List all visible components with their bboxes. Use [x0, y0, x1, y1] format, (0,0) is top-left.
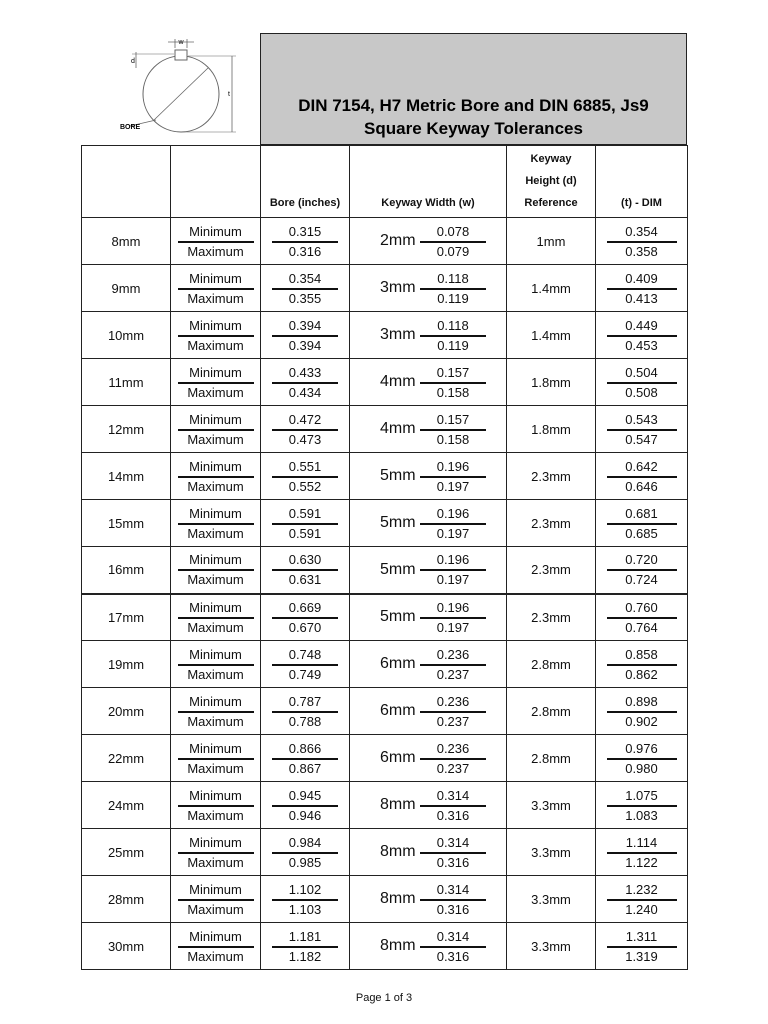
keyway-height-ref: 3.3mm: [507, 782, 596, 829]
min-max-labels: [171, 265, 261, 312]
keyway-width-mm: 8mm: [380, 937, 416, 954]
min-max-labels: [171, 406, 261, 453]
bore-size: 20mm: [82, 688, 171, 735]
minimum-label: Minimum: [178, 928, 254, 948]
table-row: [82, 359, 688, 406]
bore-max: 0.394: [288, 337, 322, 353]
keyway-height-ref: 3.3mm: [507, 829, 596, 876]
maximum-label: Maximum: [187, 619, 244, 635]
minimum-label: Minimum: [178, 834, 254, 854]
t-max: 0.453: [625, 337, 658, 353]
t-dim: [596, 923, 688, 970]
min-max-labels: [171, 547, 261, 594]
bore-inches: [261, 829, 350, 876]
d-label: d: [131, 58, 135, 65]
table-row: [82, 641, 688, 688]
maximum-label: Maximum: [187, 901, 244, 917]
title-line-2: Square Keyway Tolerances: [364, 119, 583, 138]
keyway-height-ref: 1.8mm: [507, 359, 596, 406]
t-dim: [596, 688, 688, 735]
keyway-min: 0.236: [420, 693, 486, 713]
header-bore-size: [82, 146, 171, 218]
bore-min: 0.472: [272, 411, 338, 431]
min-max-labels: [171, 782, 261, 829]
t-max: 0.547: [625, 431, 658, 447]
t-min: 0.409: [607, 270, 677, 290]
bore-label: BORE: [120, 124, 141, 131]
keyway-width-mm: 8mm: [380, 843, 416, 860]
bore-min: 0.315: [272, 223, 338, 243]
keyway-width-mm: 4mm: [380, 420, 416, 437]
bore-max: 0.788: [288, 713, 322, 729]
t-max: 0.646: [625, 478, 658, 494]
t-min: 0.543: [607, 411, 677, 431]
keyway-max: 0.197: [436, 525, 470, 541]
t-dim: [596, 218, 688, 265]
keyway-height-ref: 2.3mm: [507, 594, 596, 641]
minimum-label: Minimum: [178, 646, 254, 666]
keyway-width-mm: 6mm: [380, 702, 416, 719]
bore-min: 0.433: [272, 364, 338, 384]
t-dim: [596, 547, 688, 594]
keyway-width: [350, 359, 507, 406]
w-label: w: [178, 39, 184, 46]
bore-size: 16mm: [82, 547, 171, 594]
keyway-min: 0.196: [420, 599, 486, 619]
t-max: 1.083: [625, 807, 658, 823]
maximum-label: Maximum: [187, 572, 244, 588]
t-dim: [596, 265, 688, 312]
t-max: 0.358: [625, 243, 658, 259]
bore-min: 0.591: [272, 505, 338, 525]
min-max-labels: [171, 359, 261, 406]
tolerance-table: [81, 145, 688, 970]
keyway-max: 0.197: [436, 572, 470, 588]
table-row: [82, 688, 688, 735]
t-min: 0.681: [607, 505, 677, 525]
keyway-max: 0.119: [437, 290, 469, 306]
keyway-width: [350, 218, 507, 265]
min-max-labels: [171, 218, 261, 265]
maximum-label: Maximum: [187, 384, 244, 400]
t-max: 1.122: [625, 854, 658, 870]
keyway-width: [350, 594, 507, 641]
t-min: 0.858: [607, 646, 677, 666]
t-min: 1.114: [607, 834, 677, 854]
keyway-max: 0.079: [436, 243, 470, 259]
keyway-height-ref: 2.8mm: [507, 641, 596, 688]
keyway-min: 0.314: [420, 928, 486, 948]
maximum-label: Maximum: [187, 760, 244, 776]
header-keyway-height: Keyway Height (d) Reference: [507, 146, 596, 218]
t-min: 1.075: [607, 787, 677, 807]
bore-min: 0.945: [272, 787, 338, 807]
keyway-max: 0.158: [436, 384, 470, 400]
keyway-min: 0.314: [420, 834, 486, 854]
table-row: [82, 500, 688, 547]
bore-max: 0.867: [288, 760, 322, 776]
bore-size: 14mm: [82, 453, 171, 500]
min-max-labels: [171, 688, 261, 735]
bore-min: 0.984: [272, 834, 338, 854]
bore-max: 0.434: [288, 384, 322, 400]
keyway-height-ref: 1.4mm: [507, 312, 596, 359]
minimum-label: Minimum: [178, 881, 254, 901]
minimum-label: Minimum: [178, 599, 254, 619]
table-row: [82, 923, 688, 970]
minimum-label: Minimum: [178, 740, 254, 760]
t-max: 0.413: [625, 290, 658, 306]
title-line-1: DIN 7154, H7 Metric Bore and DIN 6885, Js9: [298, 96, 649, 115]
t-max: 0.724: [625, 572, 658, 588]
table-header-row: [82, 146, 688, 218]
header-bore-inches: Bore (inches): [261, 146, 350, 218]
bore-inches: [261, 406, 350, 453]
bore-size: 11mm: [82, 359, 171, 406]
keyway-width: [350, 453, 507, 500]
bore-max: 0.946: [288, 807, 322, 823]
min-max-labels: [171, 923, 261, 970]
maximum-label: Maximum: [187, 290, 244, 306]
keyway-min: 0.196: [420, 551, 486, 571]
bore-min: 0.394: [272, 317, 338, 337]
keyway-width: [350, 500, 507, 547]
keyway-max: 0.237: [436, 760, 470, 776]
bore-min: 0.551: [272, 458, 338, 478]
t-dim: [596, 359, 688, 406]
t-dim: [596, 641, 688, 688]
bore-inches: [261, 641, 350, 688]
t-min: 0.898: [607, 693, 677, 713]
keyway-max: 0.197: [436, 478, 470, 494]
bore-size: 10mm: [82, 312, 171, 359]
bore-size: 17mm: [82, 594, 171, 641]
maximum-label: Maximum: [187, 854, 244, 870]
bore-min: 0.630: [272, 551, 338, 571]
maximum-label: Maximum: [187, 431, 244, 447]
bore-size: 28mm: [82, 876, 171, 923]
keyway-max: 0.237: [436, 666, 470, 682]
keyway-max: 0.197: [436, 619, 470, 635]
t-max: 0.862: [625, 666, 658, 682]
keyway-height-ref: 2.3mm: [507, 547, 596, 594]
table-row: [82, 265, 688, 312]
table-row: [82, 406, 688, 453]
keyway-width: [350, 876, 507, 923]
keyway-height-ref: 2.8mm: [507, 735, 596, 782]
t-dim: [596, 876, 688, 923]
bore-max: 0.316: [288, 243, 322, 259]
t-max: 1.319: [625, 948, 658, 964]
maximum-label: Maximum: [187, 337, 244, 353]
keyway-width-mm: 5mm: [380, 608, 416, 626]
maximum-label: Maximum: [187, 478, 244, 494]
keyway-width-mm: 2mm: [380, 232, 416, 249]
bore-size: 22mm: [82, 735, 171, 782]
table-row: [82, 782, 688, 829]
bore-max: 0.749: [288, 666, 322, 682]
keyway-height-ref: 2.3mm: [507, 453, 596, 500]
keyway-width: [350, 782, 507, 829]
keyway-width: [350, 265, 507, 312]
keyway-width-mm: 6mm: [380, 655, 416, 672]
keyway-min: 0.118: [420, 317, 486, 337]
min-max-labels: [171, 312, 261, 359]
t-min: 0.976: [607, 740, 677, 760]
bore-size: 30mm: [82, 923, 171, 970]
keyway-width-mm: 5mm: [380, 467, 416, 484]
maximum-label: Maximum: [187, 525, 244, 541]
bore-inches: [261, 218, 350, 265]
t-min: 1.232: [607, 881, 677, 901]
bore-size: 24mm: [82, 782, 171, 829]
minimum-label: Minimum: [178, 458, 254, 478]
keyway-max: 0.316: [436, 854, 470, 870]
keyway-width: [350, 312, 507, 359]
maximum-label: Maximum: [187, 807, 244, 823]
keyway-min: 0.314: [420, 881, 486, 901]
t-max: 0.764: [625, 619, 658, 635]
bore-inches: [261, 547, 350, 594]
table-row: [82, 453, 688, 500]
minimum-label: Minimum: [178, 411, 254, 431]
t-dim: [596, 829, 688, 876]
bore-size: 15mm: [82, 500, 171, 547]
keyway-height-ref: 2.3mm: [507, 500, 596, 547]
bore-max: 0.591: [288, 525, 322, 541]
t-min: 0.354: [607, 223, 677, 243]
t-min: 0.760: [607, 599, 677, 619]
keyway-min: 0.118: [420, 270, 486, 290]
table-row: [82, 735, 688, 782]
table-row: [82, 829, 688, 876]
bore-min: 0.787: [272, 693, 338, 713]
t-label: t: [228, 91, 230, 98]
title-box: [260, 33, 687, 145]
bore-max: 0.631: [288, 572, 322, 588]
min-max-labels: [171, 876, 261, 923]
keyway-min: 0.196: [420, 505, 486, 525]
maximum-label: Maximum: [187, 243, 244, 259]
bore-max: 0.670: [288, 619, 322, 635]
table-row: [82, 594, 688, 641]
bore-max: 1.182: [288, 948, 322, 964]
bore-inches: [261, 312, 350, 359]
bore-size: 19mm: [82, 641, 171, 688]
bore-size: 9mm: [82, 265, 171, 312]
t-min: 0.449: [607, 317, 677, 337]
bore-min: 1.181: [272, 928, 338, 948]
keyway-width-mm: 3mm: [380, 279, 416, 296]
minimum-label: Minimum: [178, 787, 254, 807]
t-dim: [596, 312, 688, 359]
minimum-label: Minimum: [178, 223, 254, 243]
table-row: [82, 547, 688, 594]
keyway-width: [350, 406, 507, 453]
keyway-width-mm: 8mm: [380, 890, 416, 907]
bore-inches: [261, 453, 350, 500]
keyway-height-ref: 3.3mm: [507, 923, 596, 970]
keyway-width-mm: 8mm: [380, 796, 416, 813]
t-dim: [596, 735, 688, 782]
header-keyway-width: Keyway Width (w): [350, 146, 507, 218]
bore-inches: [261, 688, 350, 735]
t-max: 0.508: [625, 384, 658, 400]
keyway-min: 0.314: [420, 787, 486, 807]
keyway-max: 0.158: [436, 431, 470, 447]
min-max-labels: [171, 641, 261, 688]
bore-min: 0.354: [272, 270, 338, 290]
minimum-label: Minimum: [178, 270, 254, 290]
bore-max: 0.985: [288, 854, 322, 870]
bore-min: 0.866: [272, 740, 338, 760]
bore-inches: [261, 923, 350, 970]
keyway-min: 0.078: [420, 223, 486, 243]
maximum-label: Maximum: [187, 713, 244, 729]
keyway-min: 0.157: [420, 411, 486, 431]
bore-size: 8mm: [82, 218, 171, 265]
header-min-max: [171, 146, 261, 218]
bore-max: 0.355: [288, 290, 322, 306]
min-max-labels: [171, 594, 261, 641]
t-dim: [596, 406, 688, 453]
t-dim: [596, 500, 688, 547]
keyway-diagram: [82, 34, 260, 144]
keyway-height-ref: 3.3mm: [507, 876, 596, 923]
keyway-max: 0.237: [436, 713, 470, 729]
min-max-labels: [171, 735, 261, 782]
bore-size: 12mm: [82, 406, 171, 453]
keyway-min: 0.236: [420, 740, 486, 760]
minimum-label: Minimum: [178, 317, 254, 337]
table-row: [82, 218, 688, 265]
bore-min: 0.748: [272, 646, 338, 666]
keyway-width-mm: 6mm: [380, 749, 416, 766]
t-min: 0.720: [607, 551, 677, 571]
bore-max: 1.103: [288, 901, 322, 917]
t-min: 0.504: [607, 364, 677, 384]
t-max: 0.902: [625, 713, 658, 729]
bore-min: 0.669: [272, 599, 338, 619]
t-max: 1.240: [625, 901, 658, 917]
bore-inches: [261, 876, 350, 923]
keyway-min: 0.236: [420, 646, 486, 666]
bore-size: 25mm: [82, 829, 171, 876]
keyway-width-mm: 3mm: [380, 326, 416, 343]
bore-inches: [261, 265, 350, 312]
t-max: 0.685: [625, 525, 658, 541]
t-dim: [596, 782, 688, 829]
min-max-labels: [171, 500, 261, 547]
keyway-max: 0.316: [436, 948, 470, 964]
maximum-label: Maximum: [187, 948, 244, 964]
keyway-height-ref: 2.8mm: [507, 688, 596, 735]
page-title: [298, 94, 649, 140]
t-max: 0.980: [625, 760, 658, 776]
minimum-label: Minimum: [178, 505, 254, 525]
keyway-min: 0.157: [420, 364, 486, 384]
keyway-width: [350, 923, 507, 970]
page-footer: Page 1 of 3: [355, 992, 413, 1004]
bore-max: 0.552: [288, 478, 322, 494]
bore-inches: [261, 359, 350, 406]
keyway-width-mm: 5mm: [380, 560, 416, 578]
bore-inches: [261, 782, 350, 829]
t-min: 0.642: [607, 458, 677, 478]
keyway-width-mm: 4mm: [380, 373, 416, 390]
t-dim: [596, 453, 688, 500]
t-min: 1.311: [607, 928, 677, 948]
minimum-label: Minimum: [178, 551, 254, 571]
bore-inches: [261, 594, 350, 641]
keyway-height-ref: 1.8mm: [507, 406, 596, 453]
minimum-label: Minimum: [178, 693, 254, 713]
keyway-width: [350, 688, 507, 735]
keyway-width-mm: 5mm: [380, 514, 416, 531]
keyway-notch: [175, 50, 187, 60]
minimum-label: Minimum: [178, 364, 254, 384]
t-dim: [596, 594, 688, 641]
keyway-height-ref: 1mm: [507, 218, 596, 265]
min-max-labels: [171, 829, 261, 876]
bore-min: 1.102: [272, 881, 338, 901]
keyway-min: 0.196: [420, 458, 486, 478]
keyway-width: [350, 641, 507, 688]
table-row: [82, 312, 688, 359]
keyway-max: 0.119: [437, 337, 469, 353]
keyway-width: [350, 829, 507, 876]
table-row: [82, 876, 688, 923]
maximum-label: Maximum: [187, 666, 244, 682]
bore-max: 0.473: [288, 431, 322, 447]
keyway-width: [350, 547, 507, 594]
keyway-max: 0.316: [436, 807, 470, 823]
keyway-height-ref: 1.4mm: [507, 265, 596, 312]
bore-inches: [261, 735, 350, 782]
keyway-max: 0.316: [436, 901, 470, 917]
keyway-width: [350, 735, 507, 782]
header-t-dim: (t) - DIM: [596, 146, 688, 218]
min-max-labels: [171, 453, 261, 500]
bore-inches: [261, 500, 350, 547]
